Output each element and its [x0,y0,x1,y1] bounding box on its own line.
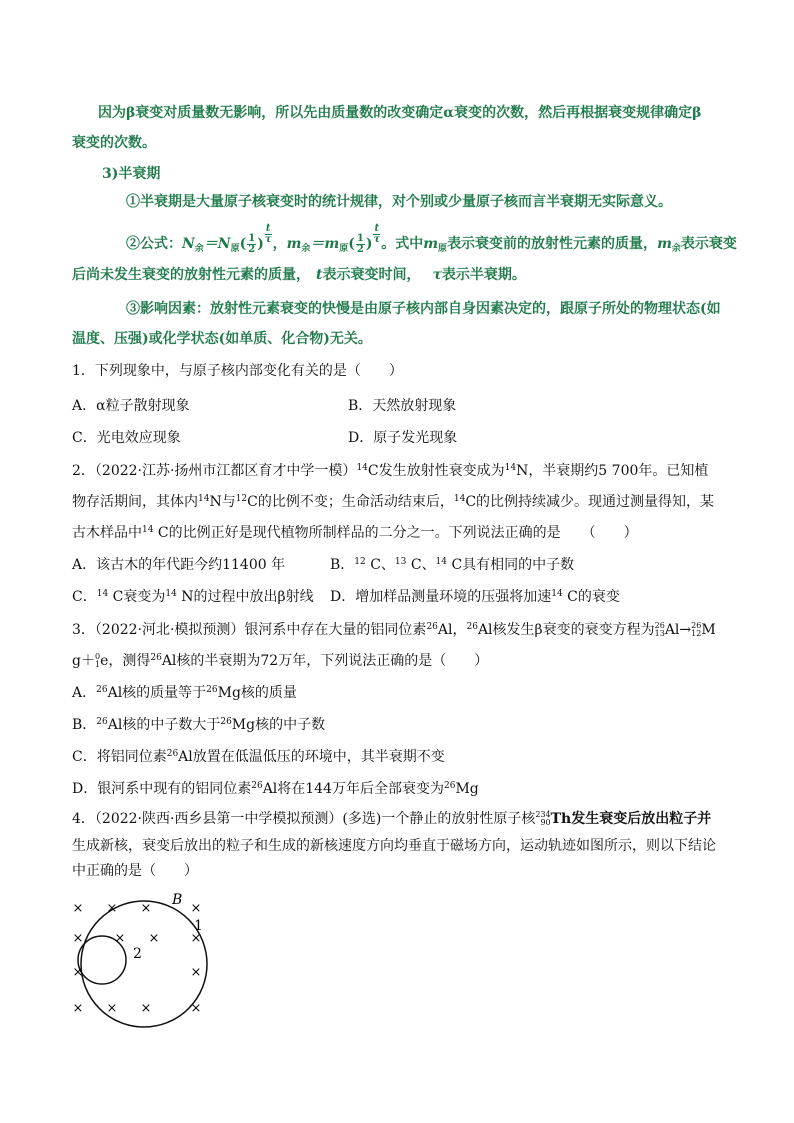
q2-mass-14e: 14 [142,525,154,535]
q2-option-b[interactable] [330,554,574,574]
q3-b-mass: 26 [96,717,108,727]
q2-c-text-c: N的过程中放出β射线 [176,589,314,605]
q2-c-label: C． [72,589,97,605]
formula-sub-orig: 原 [230,244,240,254]
q3-option-d[interactable] [72,778,479,798]
field-cross: × [140,901,152,916]
q2-source: 2．（2022·江苏·扬州市江都区育才中学一模） [72,463,357,479]
q4-figure [62,888,232,1028]
q3-c-text-a: C．将铝同位素 [72,749,167,765]
q3-c-text-b: Al放置在低温低压的环境中，其半衰期不变 [178,749,445,765]
q1-stem: 1．下列现象中，与原子核内部变化有关的是（ ） [72,363,403,379]
half-life-formula-line: ②公式：$N_余=N_原$( $\frac{1}{2}$ ) $\frac{t}{\tau}$ ，$m_余=m_原$( $\frac{1}{2}$ ) $\frac{t}{\tau}$ 。式中$m_原$表示衰变前的放射性元素的质量，$m_余$表示衰变 [126,223,737,255]
half-life-point-3-line-1: ③影响因素：放射性元素衰变的快慢是由原子核内部自身因素决定的，跟原子所处的物理状态(如 [126,301,721,317]
desc-m-rem: m [657,236,672,252]
q1-option-c[interactable]: C．光电效应现象 [72,430,181,446]
fraction-half-2: $\frac{1}{2}$ [356,232,364,255]
q3-mass-26a: 26 [426,622,438,632]
q4-text-1a: 4．（2022·陕西·西乡县第一中学模拟预测）(多选)一个静止的放射性原子核 [72,811,536,827]
q3-eq-b: M [701,622,716,638]
formula-label: ②公式： [126,236,182,252]
desc-remaining-mass: 后尚未发生衰变的放射性元素的质量， [72,267,310,283]
q2-c-text-b: C衰变为 [108,589,166,605]
field-cross: × [190,931,202,946]
q3-c-mass: 26 [166,749,179,759]
field-cross: × [190,965,202,980]
q2-option-d[interactable] [330,586,620,606]
field-cross: × [72,901,84,916]
formula-comma: ， [272,236,287,252]
q2-text-2c: C的比例不变；生命活动结束后， [247,494,454,510]
formula-eq2: ＝m [310,236,340,252]
q2-b-text-b: C、 [365,557,395,573]
q2-d-mass-14: 14 [551,589,563,599]
q3-text-2b: e，测得 [100,653,151,669]
q2-text-2a: 物存活期间，其体内 [72,494,198,510]
desc-t-text: 表示衰变时间， [322,267,421,283]
field-cross: × [140,1001,152,1016]
formula-sub-rem: 余 [194,244,204,254]
q2-line-1 [72,459,708,480]
desc-m-orig: m [423,236,439,252]
formula-eq1: ＝N [203,236,231,252]
q2-text-2d: C的比例持续减少。现通过测量得知，某 [465,494,715,510]
q1-option-a[interactable]: A．α粒子散射现象 [72,398,190,414]
q2-b-label: B． [330,557,355,573]
field-cross: × [72,965,84,980]
q3-text-1b: Al， [437,622,467,638]
q2-line-3 [72,521,638,542]
q2-text-1c: N，半衰期约5 700年。已知植 [516,463,709,479]
field-cross: × [72,1001,84,1016]
q3-a-mass-2: 26 [206,685,218,695]
q1-option-b[interactable]: B．天然放射现象 [348,398,457,414]
q2-mass-12: 12 [235,494,248,504]
q2-text-3b: C的比例正好是现代植物所制样品的二分之一。下列说法正确的是 （ ） [153,525,638,541]
q2-c-mass-14: 14 [96,589,109,599]
q2-mass-14c: 14 [198,494,210,504]
q2-b-text-d: C具有相同的中子数 [447,557,575,573]
formula-m-sub-orig: 原 [339,244,349,254]
field-label-b: B [172,892,183,908]
q2-text-3a: 古木样品中 [72,525,142,541]
half-life-formula-line-2 [72,266,526,284]
q3-b-text-b: Al核的中子数大于 [107,717,221,733]
q2-mass-14b: 14 [504,463,517,473]
field-cross: × [148,931,160,946]
q3-eq-a: Al→ [664,622,692,638]
fraction-exponent-2: $\frac{t}{\tau}$ [373,223,381,245]
formula-m: m [286,236,302,252]
q2-text-1b: C发生放射性衰变成为 [367,463,505,479]
field-cross: × [114,931,126,946]
q3-d-text-b: Al将在144万年后全部衰变为 [262,781,444,797]
field-cross: × [190,901,202,916]
formula-m-sub-rem: 余 [301,244,311,254]
q3-line-2 [72,649,488,670]
track-label-1: 1 [194,918,203,934]
q3-mass-26b: 26 [466,622,478,632]
q2-b-mass-14: 14 [435,557,447,567]
desc-m-rem-sub: 余 [671,244,681,254]
q2-option-a[interactable]: A．该古木的年代距今约11400 年 [72,557,286,573]
field-cross: × [72,931,84,946]
track-label-2: 2 [133,946,142,962]
q3-mass-26c: 26 [150,653,162,663]
q3-a-label: A． [72,685,97,701]
fraction-exponent: $\frac{t}{\tau}$ [264,223,272,245]
desc-t: t [316,267,323,283]
q3-mg-nuclide: 26 12 [691,621,702,638]
q3-b-mass-2: 26 [220,717,232,727]
q3-d-mass: 26 [251,781,263,791]
q3-line-1 [72,618,716,639]
q3-option-a[interactable] [72,682,297,702]
q2-option-c[interactable] [72,586,314,606]
half-life-point-1: ①半衰期是大量原子核衰变时的统计规律，对个别或少量原子核而言半衰期无实际意义。 [126,194,672,210]
q1-option-d[interactable]: D．原子发光现象 [348,430,458,446]
q3-b-text-c: Mg核的中子数 [231,717,326,733]
q4-text-1b: Th发生衰变后放出粒子并 [550,811,712,827]
q3-b-label: B． [72,717,97,733]
q3-al-nuclide: 26 13 [654,621,665,638]
q3-text-2c: Al核的半衰期为72万年，下列说法正确的是（ ） [161,653,489,669]
q3-text-1a: 3．（2022·河北·模拟预测）银河系中存在大量的铝同位素 [72,622,427,638]
fraction-half: $\frac{1}{2}$ [248,232,256,255]
half-life-point-3-line-2: 温度、压强)或化学状态(如单质、化合物)无关。 [72,331,372,347]
field-cross: × [106,901,118,916]
q2-line-2 [72,490,714,511]
half-life-heading: 3)半衰期 [102,166,161,182]
q2-mass-14: 14 [356,463,368,473]
q3-d-mass-2: 26 [444,781,456,791]
desc-tau-text: 表示半衰期。 [441,267,526,283]
q2-b-mass-13: 13 [394,557,407,567]
q2-d-text-b: C的衰变 [562,589,620,605]
q3-a-text-c: Mg核的质量 [217,685,297,701]
desc-m-rem-text: 表示衰变 [680,236,737,252]
q3-a-mass: 26 [96,685,108,695]
q3-option-b[interactable] [72,714,325,734]
q4-th-nuclide: 234 90 [535,810,551,827]
field-cross: × [190,1001,202,1016]
formula-n: N [182,236,195,252]
q4-line-3: 中正确的是（ ） [72,863,198,879]
q2-d-text-a: D．增加样品测量环境的压强将加速 [330,589,552,605]
q2-b-mass-12: 12 [354,557,366,567]
q3-option-c[interactable] [72,746,445,766]
q4-line-1 [72,810,711,828]
desc-m-orig-sub: 原 [438,244,448,254]
q3-d-text-c: Mg [455,781,479,797]
field-cross: × [106,1001,118,1016]
q2-mass-14d: 14 [453,494,466,504]
intro-line-2: 衰变的次数。 [72,135,156,151]
q3-e-nuclide: 0 1 [94,652,101,669]
q2-b-text-c: C、 [406,557,436,573]
q3-d-text-a: D．银河系中现有的铝同位素 [72,781,252,797]
desc-m-orig-text: 表示衰变前的放射性元素的质量， [447,236,658,252]
q3-text-2a: g＋ [72,653,95,669]
formula-suffix: 。式中 [381,236,424,252]
q3-a-text-b: Al核的质量等于 [107,685,207,701]
q2-text-2b: N与 [209,494,236,510]
q3-text-1c: Al核发生β衰变的衰变方程为 [477,622,655,638]
q4-line-2: 生成新核，衰变后放出的粒子和生成的新核速度方向均垂直于磁场方向，运动轨迹如图所示，则以下结论 [72,838,716,854]
desc-tau: τ [432,267,442,283]
q2-c-mass-14b: 14 [165,589,177,599]
intro-line-1: 因为β衰变对质量数无影响，所以先由质量数的改变确定α衰变的次数，然后再根据衰变规律确定β [98,105,702,121]
